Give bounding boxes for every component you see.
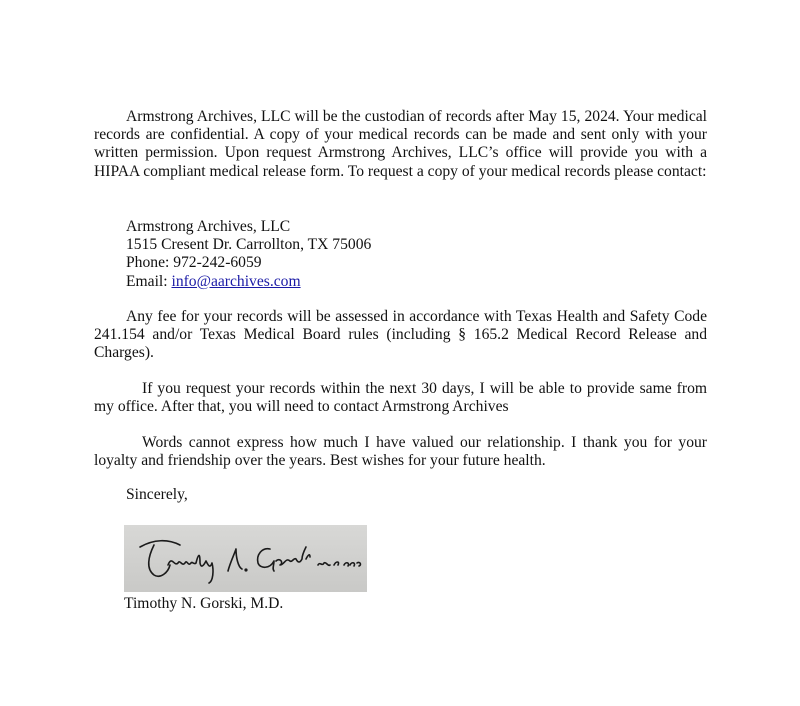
handwritten-signature: [124, 525, 367, 592]
paragraph-custodian: Armstrong Archives, LLC will be the custodian of records after May 15, 2024. Your medical records are confidential. A copy of your medical records can be made and sent only with your written permission. Upon request Armstrong Archives, LLC’s office will provide you with a HIPAA compliant medical release form. To request a copy of your medical records please contact:: [94, 108, 707, 180]
paragraph-thanks: Words cannot express how much I have valued our relationship. I thank you for your loyalty and friendship over the years. Best wishes for your future health.: [94, 434, 707, 470]
signature-image: [124, 525, 367, 592]
address-phone: Phone: 972-242-6059: [126, 254, 262, 272]
address-block: [126, 218, 371, 291]
paragraph-fees: Any fee for your records will be assessed in accordance with Texas Health and Safety Code 241.154 and/or Texas Medical Board rules (including § 165.2 Medical Record Release and Charges).: [94, 308, 707, 362]
email-link[interactable]: info@aarchives.com: [171, 272, 301, 290]
closing-salutation: Sincerely,: [126, 486, 188, 503]
address-name: Armstrong Archives, LLC: [126, 218, 291, 235]
address-email-line: [126, 273, 371, 291]
email-label: Email:: [126, 272, 172, 290]
paragraph-30-days: If you request your records within the next 30 days, I will be able to provide same from my office. After that, you will need to contact Armstrong Archives: [94, 380, 707, 416]
signer-name: Timothy N. Gorski, M.D.: [124, 595, 284, 612]
address-street: 1515 Cresent Dr. Carrollton, TX 75006: [126, 236, 372, 254]
